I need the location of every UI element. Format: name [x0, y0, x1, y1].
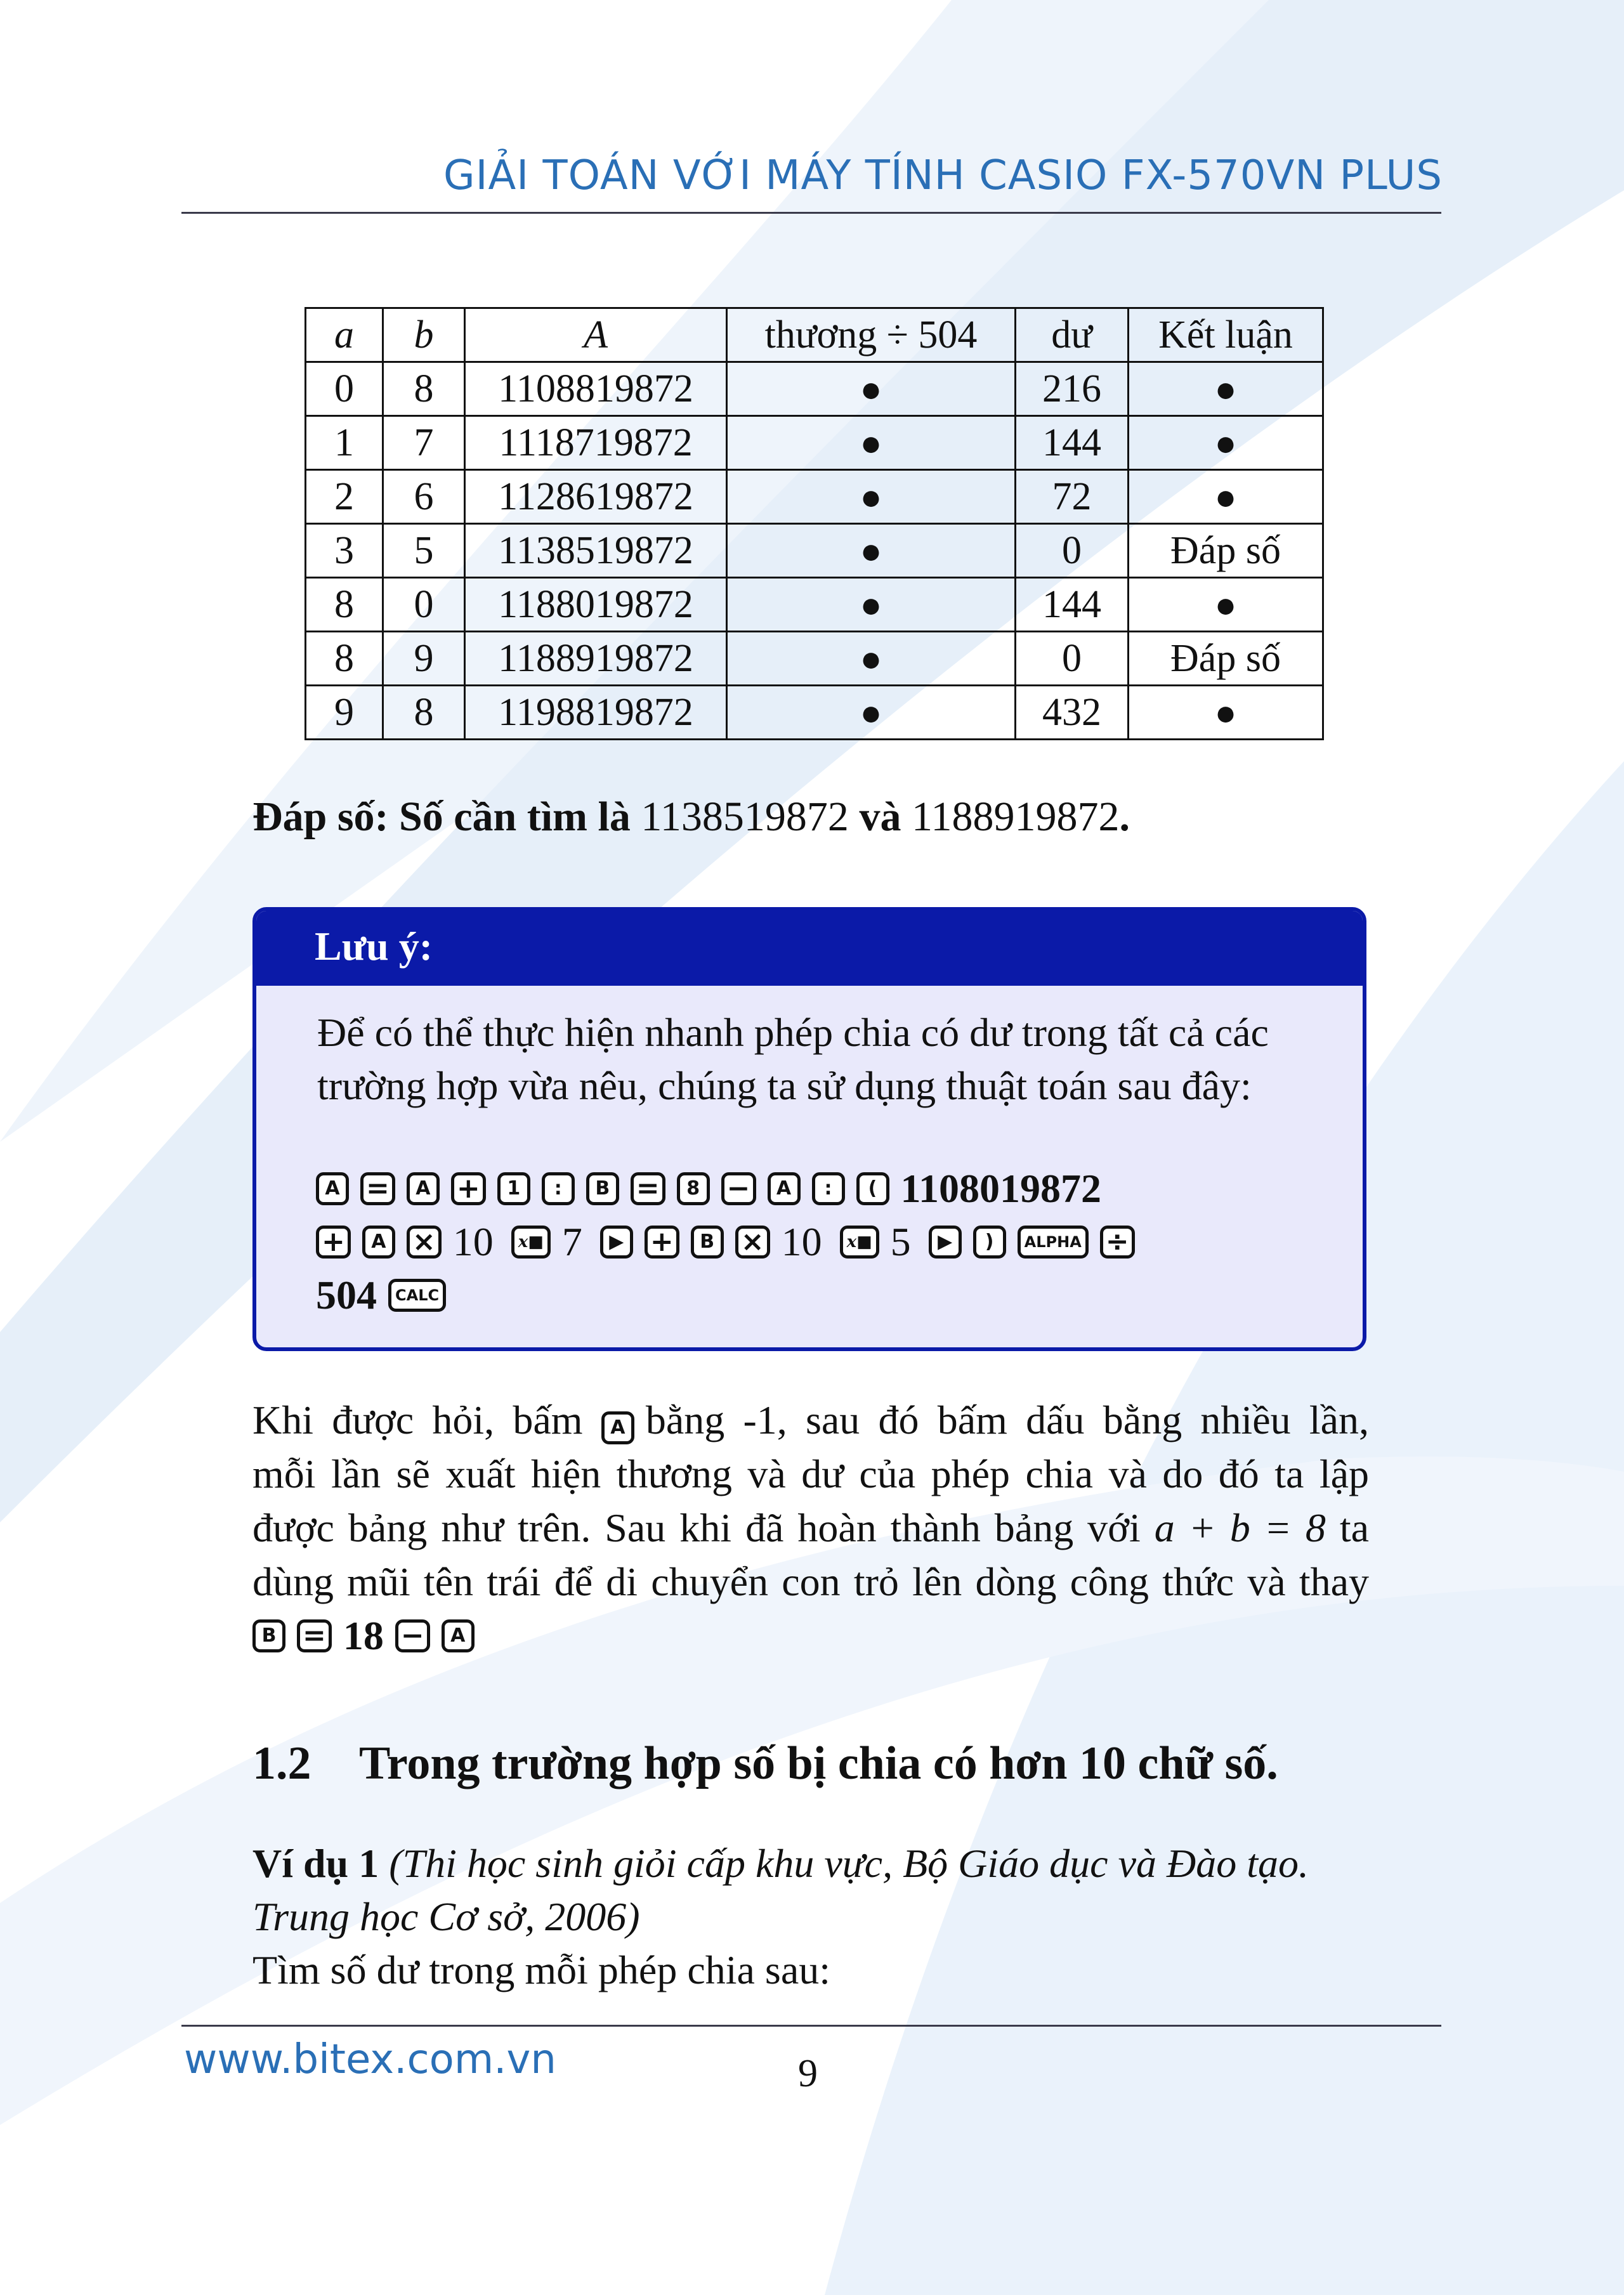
table-cell: 0 — [1016, 524, 1129, 578]
section-heading — [252, 1737, 1278, 1791]
answer-period: . — [1119, 794, 1130, 840]
table-cell: 1128619872 — [465, 470, 727, 524]
table-cell: Đáp số — [1129, 524, 1323, 578]
column-header: a — [306, 308, 383, 362]
paragraph-line — [252, 1393, 1369, 1447]
text-run: được bảng như trên. Sau khi đã hoàn thành bảng với — [252, 1505, 1141, 1550]
key-b: B — [252, 1619, 285, 1652]
table-row — [306, 362, 1323, 416]
table-row — [306, 470, 1323, 524]
column-header: dư — [1016, 308, 1129, 362]
example-source: (Thi học sinh giỏi cấp khu vực, Bộ Giáo dục và Đào tạo. — [389, 1841, 1309, 1886]
table-cell: ● — [727, 470, 1016, 524]
text-run: ta — [1339, 1505, 1370, 1550]
column-header: A — [465, 308, 727, 362]
number-literal: 5 — [890, 1219, 911, 1264]
paragraph-line: dùng mũi tên trái để di chuyển con trỏ lên dòng công thức và thay — [252, 1559, 1369, 1604]
key-equals: = — [360, 1172, 395, 1205]
text-run: bằng -1, sau đó bấm dấu bằng nhiều lần, — [645, 1397, 1370, 1442]
table-cell: ● — [1129, 578, 1323, 632]
footer-url: www.bitex.com.vn — [184, 2036, 556, 2083]
table-cell: ● — [1129, 362, 1323, 416]
table-cell: 144 — [1016, 416, 1129, 470]
key-plus: + — [316, 1226, 351, 1259]
note-line: trường hợp vừa nêu, chúng ta sử dụng thuật toán sau đây: — [317, 1063, 1252, 1108]
key-equals: = — [631, 1172, 665, 1205]
paragraph-line — [252, 1501, 1369, 1555]
table-row — [306, 632, 1323, 686]
table-cell: 8 — [383, 362, 465, 416]
table-cell: ● — [1129, 686, 1323, 740]
section-title: Trong trường hợp số bị chia có hơn 10 chữ số. — [359, 1737, 1278, 1789]
key-divide: ÷ — [1100, 1226, 1135, 1259]
table-cell: 1 — [306, 416, 383, 470]
table-cell: 8 — [306, 578, 383, 632]
answer-line — [252, 793, 1130, 841]
note-line: Để có thể thực hiện nhanh phép chia có dư trong tất cả các — [317, 1010, 1269, 1055]
example-text: Tìm số dư trong mỗi phép chia sau: — [252, 1947, 830, 1992]
paragraph-line: mỗi lần sẽ xuất hiện thương và dư của phép chia và do đó ta lập — [252, 1451, 1369, 1496]
key-colon: : — [812, 1172, 845, 1205]
table-cell: 432 — [1016, 686, 1129, 740]
number-literal: 7 — [561, 1219, 582, 1264]
table-cell: 0 — [306, 362, 383, 416]
key-close-paren: ) — [973, 1226, 1006, 1259]
example-source: Trung học Cơ sở, 2006) — [252, 1894, 640, 1939]
key-plus: + — [645, 1226, 679, 1259]
key-open-paren: ( — [856, 1172, 889, 1205]
number-literal: 10 — [781, 1219, 822, 1264]
table-row — [306, 686, 1323, 740]
column-header: Kết luận — [1129, 308, 1323, 362]
header-divider — [181, 212, 1441, 214]
table-cell: 1188019872 — [465, 578, 727, 632]
remainder-table — [304, 307, 1324, 740]
key-sequence — [316, 1162, 1325, 1322]
table-cell: 3 — [306, 524, 383, 578]
page-number: 9 — [798, 2052, 818, 2095]
key-power: x■ — [511, 1226, 551, 1259]
key-a: A — [442, 1619, 475, 1652]
table-cell: 1188919872 — [465, 632, 727, 686]
note-text — [317, 1006, 1312, 1113]
key-equals: = — [297, 1619, 332, 1652]
key-a: A — [407, 1172, 440, 1205]
number-literal: 10 — [452, 1219, 494, 1264]
number-literal: 504 — [316, 1272, 377, 1318]
table-cell: 7 — [383, 416, 465, 470]
table-cell: 1198819872 — [465, 686, 727, 740]
key-a: A — [316, 1172, 349, 1205]
number-literal: 18 — [343, 1613, 384, 1658]
table-cell: ● — [727, 362, 1016, 416]
paragraph-line — [252, 1609, 1369, 1663]
table-cell: 8 — [383, 686, 465, 740]
note-title: Lưu ý: — [256, 911, 1363, 986]
table-cell: ● — [727, 416, 1016, 470]
table-cell: ● — [727, 632, 1016, 686]
table-cell: 1108819872 — [465, 362, 727, 416]
table-cell: 5 — [383, 524, 465, 578]
explanation-paragraph — [252, 1393, 1369, 1663]
table-cell: 1138519872 — [465, 524, 727, 578]
answer-value-2: 1188919872 — [911, 794, 1120, 840]
key-colon: : — [542, 1172, 575, 1205]
table-cell: 216 — [1016, 362, 1129, 416]
table-header-row — [306, 308, 1323, 362]
table-cell: Đáp số — [1129, 632, 1323, 686]
key-row — [316, 1269, 1325, 1322]
key-alpha: ALPHA — [1018, 1226, 1089, 1259]
key-times: × — [407, 1226, 442, 1259]
key-a: A — [768, 1172, 801, 1205]
table-cell: ● — [1129, 470, 1323, 524]
example-block — [252, 1837, 1369, 1997]
key-right-arrow: ▶ — [929, 1226, 962, 1259]
footer-divider — [181, 2025, 1441, 2027]
table-cell: ● — [1129, 416, 1323, 470]
key-a: A — [601, 1411, 634, 1444]
key-1: 1 — [497, 1172, 530, 1205]
text-run: Khi được hỏi, bấm — [252, 1397, 583, 1442]
key-right-arrow: ▶ — [600, 1226, 633, 1259]
key-8: 8 — [677, 1172, 710, 1205]
number-literal: 1108019872 — [900, 1166, 1101, 1211]
table-row — [306, 416, 1323, 470]
math-expression: a + b = 8 — [1154, 1505, 1326, 1550]
note-box — [252, 907, 1366, 1351]
table-cell: 8 — [306, 632, 383, 686]
table-cell: ● — [727, 524, 1016, 578]
key-plus: + — [451, 1172, 486, 1205]
header-title: GIẢI TOÁN VỚI MÁY TÍNH CASIO FX-570VN PLUS — [443, 152, 1443, 199]
key-times: × — [735, 1226, 770, 1259]
key-a: A — [362, 1226, 395, 1259]
table-cell: 144 — [1016, 578, 1129, 632]
key-minus: − — [721, 1172, 756, 1205]
example-line — [252, 1837, 1369, 1890]
table-cell: 9 — [306, 686, 383, 740]
key-row — [316, 1215, 1325, 1269]
table-cell: 72 — [1016, 470, 1129, 524]
column-header: b — [383, 308, 465, 362]
table-cell: ● — [727, 686, 1016, 740]
key-b: B — [586, 1172, 619, 1205]
key-calc: CALC — [388, 1279, 446, 1312]
table-cell: ● — [727, 578, 1016, 632]
key-row — [316, 1162, 1325, 1215]
table-row — [306, 578, 1323, 632]
table-cell: 0 — [1016, 632, 1129, 686]
table-cell: 1118719872 — [465, 416, 727, 470]
example-label: Ví dụ 1 — [252, 1841, 379, 1886]
key-minus: − — [395, 1619, 430, 1652]
key-power: x■ — [840, 1226, 879, 1259]
answer-label: Đáp số: Số cần tìm là — [252, 794, 631, 840]
table-row — [306, 524, 1323, 578]
column-header: thương ÷ 504 — [727, 308, 1016, 362]
table-cell: 9 — [383, 632, 465, 686]
answer-value-1: 1138519872 — [641, 794, 849, 840]
table-cell: 0 — [383, 578, 465, 632]
table-cell: 2 — [306, 470, 383, 524]
section-number: 1.2 — [252, 1737, 311, 1789]
table-cell: 6 — [383, 470, 465, 524]
answer-conjunction: và — [859, 794, 901, 840]
key-b: B — [691, 1226, 724, 1259]
